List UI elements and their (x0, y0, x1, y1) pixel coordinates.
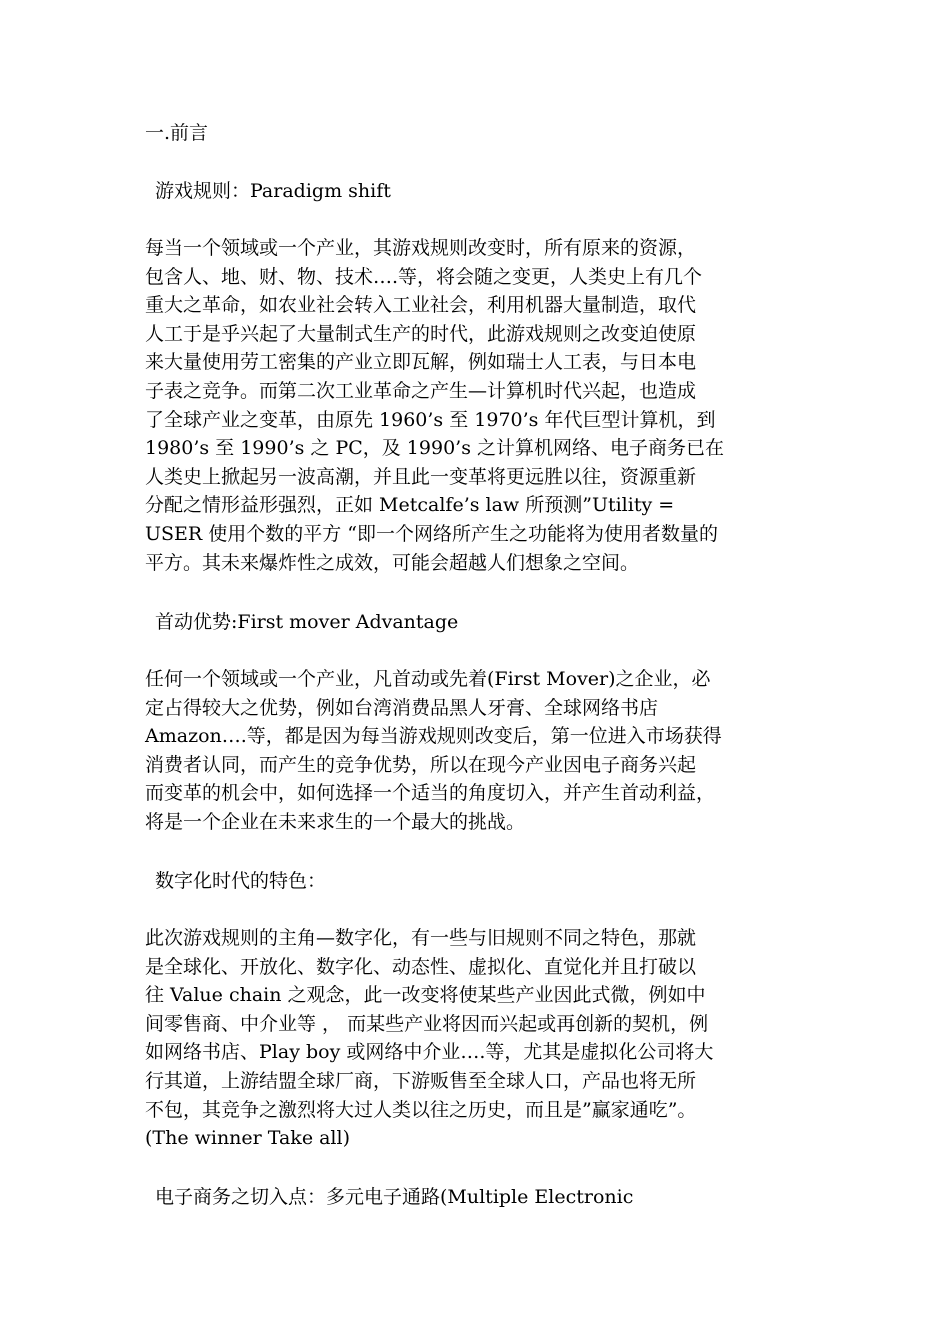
paragraph-line: 分配之情形益形强烈，正如 Metcalfe’s law 所预测”Utility = (145, 494, 675, 517)
paragraph-first-mover (145, 665, 810, 837)
section-heading-game-rules: 游戏规则：Paradigm shift (155, 180, 391, 202)
section-heading-digital-era: 数字化时代的特色： (155, 870, 327, 892)
paragraph-line: 此次游戏规则的主角—数字化，有一些与旧规则不同之特色，那就 (145, 927, 697, 949)
paragraph-line: 将是一个企业在未来求生的一个最大的挑战。 (145, 810, 526, 833)
paragraph-line: 重大之革命，如农业社会转入工业社会，利用机器大量制造，取代 (145, 294, 697, 317)
paragraph-line: 子表之竞争。而第二次工业革命之产生—计算机时代兴起，也造成 (145, 379, 697, 402)
section-heading-first-mover: 首动优势:First mover Advantage (155, 611, 459, 633)
paragraph-line: (The winner Take all) (145, 1127, 351, 1150)
paragraph-line: 而变革的机会中，如何选择一个适当的角度切入，并产生首动利益， (145, 782, 716, 805)
paragraph-line: 消费者认同，而产生的竞争优势，所以在现今产业因电子商务兴起 (145, 753, 697, 776)
section-heading-entry-point: 电子商务之切入点：多元电子通路(Multiple Electronic (155, 1186, 634, 1208)
paragraph-line: 不包，其竞争之激烈将大过人类以往之历史，而且是”赢家通吃”。 (145, 1098, 697, 1121)
paragraph-digital-era (145, 924, 810, 1153)
paragraph-line: 平方。其未来爆炸性之成效，可能会超越人们想象之空间。 (145, 551, 640, 574)
paragraph-line: 往 Value chain 之观念，此一改变将使某些产业因此式微，例如中 (145, 984, 706, 1007)
section-title: 一.前言 (145, 122, 209, 144)
paragraph-line: 包含人、地、财、物、技术….等，将会随之变更，人类史上有几个 (145, 265, 703, 288)
paragraph-line: 行其道，上游结盟全球厂商，下游贩售至全球人口，产品也将无所 (145, 1069, 697, 1092)
paragraph-line: 每当一个领域或一个产业，其游戏规则改变时，所有原来的资源， (145, 237, 697, 259)
paragraph-line: 1980’s 至 1990’s 之 PC，及 1990’s 之计算机网络、电子商务已在 (145, 437, 724, 460)
paragraph-line: 是全球化、开放化、数字化、动态性、虚拟化、直觉化并且打破以 (145, 955, 697, 978)
paragraph-line: 如网络书店、Play boy 或网络中介业….等，尤其是虚拟化公司将大 (145, 1041, 714, 1064)
paragraph-line: 了全球产业之变革，由原先 1960’s 至 1970’s 年代巨型计算机，到 (145, 408, 716, 431)
paragraph-line: 任何一个领域或一个产业，凡首动或先着(First Mover)之企业，必 (145, 668, 711, 690)
paragraph-line: 来大量使用劳工密集的产业立即瓦解，例如瑞士人工表，与日本电 (145, 351, 697, 374)
paragraph-line: Amazon….等，都是因为每当游戏规则改变后，第一位进入市场获得 (145, 725, 722, 748)
paragraph-line: 间零售商、中介业等 ， 而某些产业将因而兴起或再创新的契机，例 (145, 1012, 709, 1035)
paragraph-game-rules (145, 234, 810, 577)
paragraph-line: 人类史上掀起另一波高潮，并且此一变革将更远胜以往，资源重新 (145, 465, 697, 488)
paragraph-line: 定占得较大之优势，例如台湾消费品黑人牙膏、全球网络书店 (145, 696, 659, 719)
paragraph-line: 人工于是乎兴起了大量制式生产的时代，此游戏规则之改变迫使原 (145, 322, 697, 345)
paragraph-line: USER 使用个数的平方 “即一个网络所产生之功能将为使用者数量的 (145, 522, 718, 545)
